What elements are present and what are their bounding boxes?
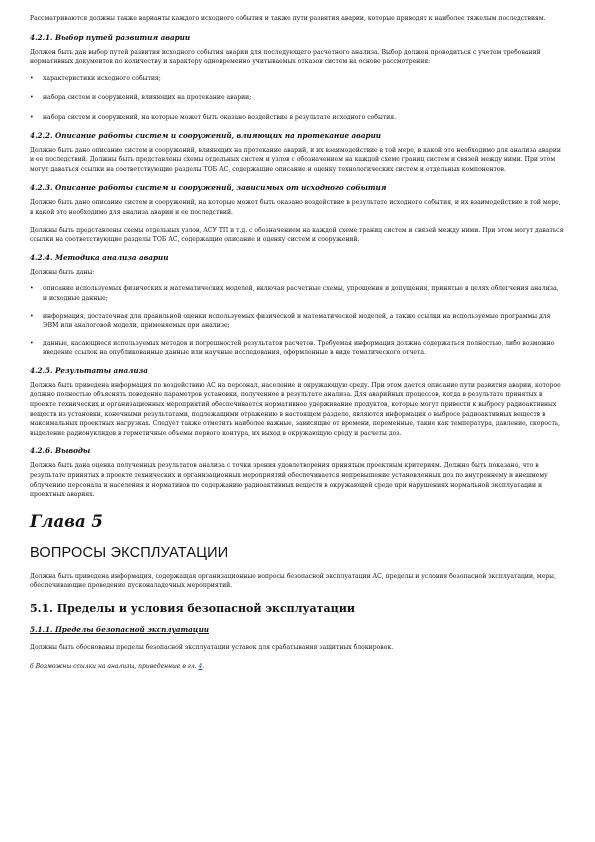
list-item-text: информация, достаточная для правильной оценки используемых физической и математической моделей, а также ссылки на используемые программы для ЭВМ или аналоговой модели, применяемых при анализе; [43,312,551,330]
list-item [30,284,564,303]
section-5-1-1-heading: 5.1.1. Пределы безопасной эксплуатации [30,625,210,634]
bullet-marker: • [30,94,34,102]
section-4-2-2-heading: 4.2.2. Описание работы систем и сооружений, влияющих на протекание аварии [30,130,382,140]
section-5-1-1-paragraph: Должны быть обоснованы пределы безопасной эксплуатации уставок для срабатывания защитных блокировок. [30,644,394,651]
section-4-2-5-heading: 4.2.5. Результаты анализа [30,365,148,375]
section-4-2-3-heading: 4.2.3. Описание работы систем и сооружений, зависимых от исходного события [30,183,387,193]
chapter-title: Глава 5 [30,511,103,531]
section-4-2-3-paragraph-2: Должны быть представлены схемы отдельных узлов, АСУ ТП и т.д. с обозначением на каждой схеме границ систем и связей между ними. При этом могут даваться ссылки на соответствующие разделы ТОБ АС, содержащие описание и оценку систем и сооружений. [30,226,564,244]
section-5-1-heading: 5.1. Пределы и условия безопасной эксплуатации [30,602,356,615]
list-item-text: данные, касающиеся используемых методов и погрешностей результатов расчетов. Требуемая информация должна содержаться полностью, либо возможно введение ссылок на опубликованные данные или научные исследования, оформленные в виде тематического отчета. [43,339,555,357]
list-item-text: описание используемых физических и математических моделей, включая расчетные схемы, упрощения и допущения, принятые в целях облегчения анализа, и исходные данные; [43,285,559,302]
section-4-2-3-paragraph-1: Должно быть дано описание систем и сооружений, на которые может быть оказано воздействие в результате исходного события, и их взаимодействие в той мере, в какой это необходимо для анализа аварии и ее последствий. [30,199,561,216]
list-item [30,312,564,331]
bullet-marker: • [30,339,34,347]
list-item-text: набора систем и сооружений, влияющих на протекание аварии; [43,94,252,102]
list-item [30,113,564,123]
part-title: ВОПРОСЫ ЭКСПЛУАТАЦИИ [30,544,229,561]
document-page [30,14,564,671]
footnote-text: 6 Возможны ссылки на анализы, приведенные в гл. [30,662,199,670]
footnote-tail: . [202,662,205,670]
bullet-marker: • [30,74,34,82]
list-item-text: характеристики исходного события; [43,74,161,82]
section-4-2-4-heading: 4.2.4. Методика анализа аварии [30,252,169,262]
list-item [30,74,564,84]
section-4-2-4-paragraph: Должны быть даны: [30,268,95,276]
bullet-marker: • [30,285,34,293]
list-item [30,339,564,358]
list-item [30,93,564,103]
bullet-marker: • [30,312,34,320]
bullet-marker: • [30,113,34,121]
section-4-2-1-paragraph: Должен быть дан выбор путей развития исходного события аварии для последующего расчетного анализа. Выбор должен проводиться с учетом требований нормативных документов по количеству и характеру одновременно учитываемых отказов систем на основе рассмотрения: [30,48,541,66]
section-4-2-6-heading: 4.2.6. Выводы [30,446,91,456]
section-4-2-6-paragraph: Должна быть дана оценка полученных результатов анализа с точки зрения удовлетворения принятым проектным критериям. Должно быть показано, что в результате принятых в проекте технических и организационных мероприятий обеспечивается непревышение установленных доз по внутреннему и внешнему облучению персонала и населения и нормативов по содержанию радиоактивных веществ в окружающей среде при нарушениях нормальной эксплуатации и проектных авариях. [30,462,548,499]
intro-paragraph: Рассматриваются должны также варианты каждого исходного события и также пути развития аварии, которые приводят к наиболее тяжелым последствиям. [30,15,546,22]
footnote [30,662,564,671]
section-4-2-1-heading: 4.2.1. Выбор путей развития аварии [30,32,191,42]
list-item-text: набора систем и сооружений, на которые может быть оказано воздействие в результате исходного события. [43,113,397,121]
section-4-2-2-paragraph: Должно быть дано описание систем и сооружений, влияющих на протекание аварий, и их взаимодействие в той мере, в какой это необходимо для анализа аварии и ее последствий. Должны быть представлены схемы отдельных систем и узлов с обозначением на каждой схеме границ систем и связей между ними. При этом могут даваться ссылки на соответствующие разделы ТОБ АС, содержащие описание и оценку технологических систем и отдельных компонентов. [30,146,561,173]
section-4-2-5-paragraph: Должна быть приведена информация по воздействию АС на персонал, население и окружающую среду. При этом дается описание пути развития аварии, которое должно полностью объяснять поведение параметров установки, полученное в результате анализа. Для аварийных процессов, когда в результате принятых в проекте технических и организационных мероприятий обеспечивается нормативное удерживание продуктов, которые могут привести к выбросу радиоактивных веществ из установки, конечными результатами, подлежащими отражению в настоящем разделе, являются информация о выбросе радиоактивных веществ в максимальных проектных нагрузках. Следует также отметить наиболее важные, зависящие от времени, переменные, такие как температура, давление, скорость, выделение радионуклидов в герметичные объемы первого контура, их выход в окружающую среду и расчеты доз. [30,381,561,437]
chapter-intro-paragraph: Должна быть приведена информация, содержащая организационные вопросы безопасной эксплуатации АС, пределы и условия безопасной эксплуатации, меры, обеспечивающие проведение пусконаладочных мероприятий. [30,572,556,590]
footnote-link[interactable]: 4 [198,662,203,670]
